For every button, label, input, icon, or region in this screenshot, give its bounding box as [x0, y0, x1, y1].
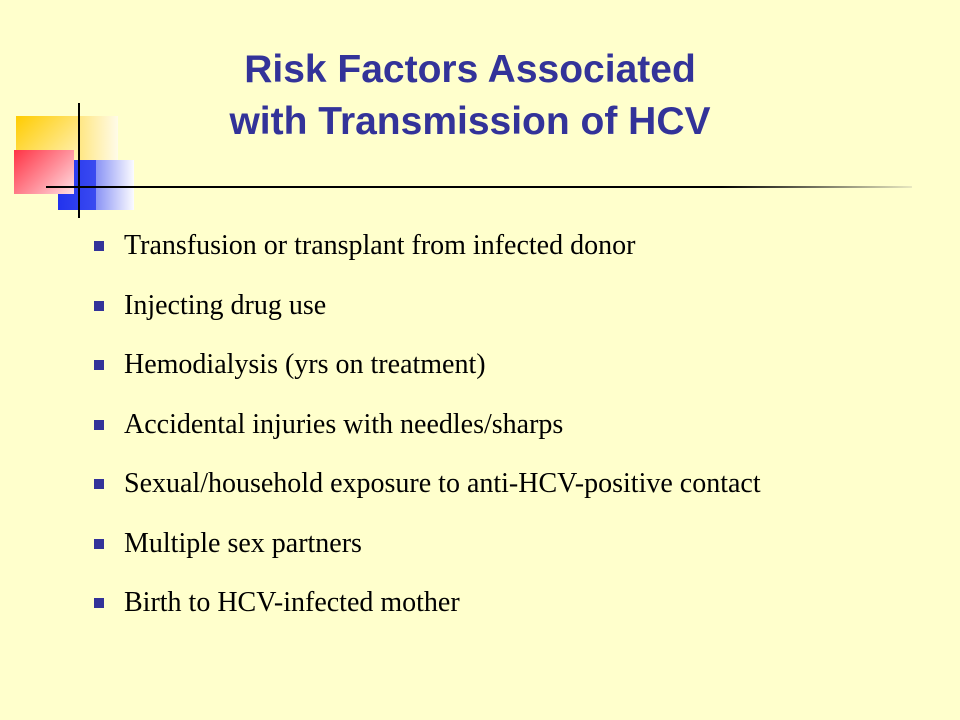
square-bullet-icon [94, 539, 104, 549]
square-bullet-icon [94, 598, 104, 608]
slide-title-line-2: with Transmission of HCV [229, 100, 711, 143]
slide-title-line-1: Risk Factors Associated [244, 48, 696, 91]
title-underline [46, 186, 912, 188]
square-bullet-icon [94, 360, 104, 370]
square-bullet-icon [94, 420, 104, 430]
bullet-text: Multiple sex partners [124, 527, 362, 559]
slide-title [140, 44, 800, 148]
bullet-text: Hemodialysis (yrs on treatment) [124, 349, 486, 380]
decorative-vertical-line [78, 103, 80, 218]
bullet-text: Transfusion or transplant from infected donor [124, 230, 636, 261]
bullet-item [90, 526, 890, 562]
bullet-text: Accidental injuries with needles/sharps [124, 408, 564, 440]
decorative-blue-fade [96, 160, 134, 210]
bullet-text: Sexual/household exposure to anti-HCV-positive contact [124, 468, 761, 499]
bullet-text: Birth to HCV-infected mother [124, 587, 460, 618]
bullet-list [90, 228, 890, 645]
bullet-item [90, 347, 890, 383]
square-bullet-icon [94, 479, 104, 489]
bullet-item [90, 407, 890, 443]
bullet-text: Injecting drug use [124, 289, 327, 321]
bullet-item [90, 466, 890, 502]
bullet-item [90, 585, 890, 621]
square-bullet-icon [94, 301, 104, 311]
bullet-item [90, 288, 890, 324]
square-bullet-icon [94, 241, 104, 251]
bullet-item [90, 228, 890, 264]
